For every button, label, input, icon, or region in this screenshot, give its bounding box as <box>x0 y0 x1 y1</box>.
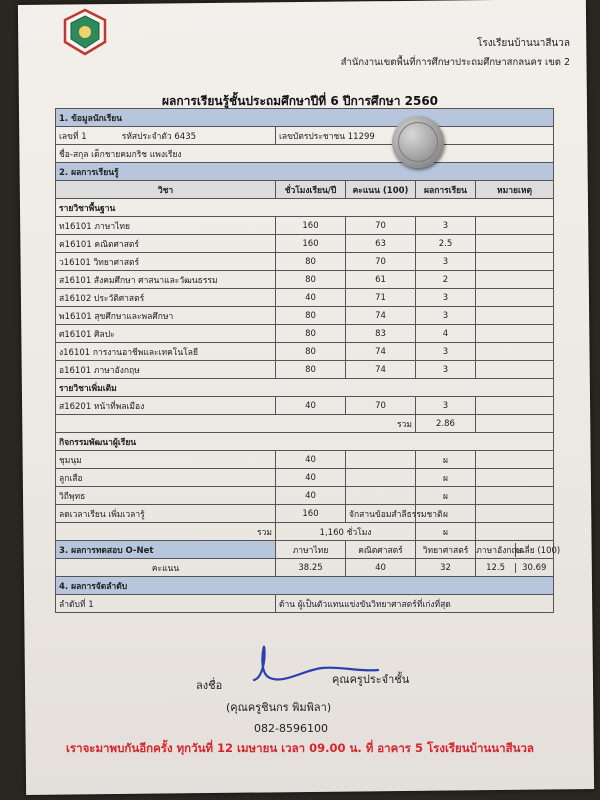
subject-row <box>56 235 554 253</box>
subject-remark <box>476 217 554 235</box>
onet-score-math: 40 <box>346 559 416 577</box>
subject-score: 74 <box>346 307 416 325</box>
subject-hours: 40 <box>276 289 346 307</box>
subject-grade: 2.5 <box>416 235 476 253</box>
subject-score: 74 <box>346 343 416 361</box>
report-table <box>55 108 561 613</box>
subject-grade: 3 <box>416 289 476 307</box>
activity-name: วิถีพุทธ <box>56 487 276 505</box>
subject-row <box>56 253 554 271</box>
results-total-row <box>56 415 554 433</box>
ranking-row <box>56 595 554 613</box>
activity-row <box>56 451 554 469</box>
activity-name: ลูกเสือ <box>56 469 276 487</box>
subject-score: 70 <box>346 217 416 235</box>
col-remark: หมายเหตุ <box>476 181 554 199</box>
teacher-role: คุณครูประจำชั้น <box>332 673 410 686</box>
subject-row <box>56 361 554 379</box>
onet-col-math: คณิตศาสตร์ <box>346 541 416 559</box>
subject-hours: 80 <box>276 271 346 289</box>
activity-remark <box>476 469 554 487</box>
subject-grade: 4 <box>416 325 476 343</box>
results-total-label: รวม <box>56 415 416 433</box>
col-score: คะแนน (100) <box>346 181 416 199</box>
subject-name: ค16101 คณิตศาสตร์ <box>56 235 276 253</box>
subject-hours: 80 <box>276 325 346 343</box>
gpa-value: 2.86 <box>416 415 476 433</box>
student-name: ชื่อ-สกุล เด็กชายคมกริช แพงเรียง <box>56 145 554 163</box>
sign-label: ลงชื่อ <box>196 679 223 692</box>
activity-hours: 40 <box>276 451 346 469</box>
activity-remark <box>476 505 554 523</box>
activity-note <box>346 487 416 505</box>
subject-grade: 3 <box>416 307 476 325</box>
activities-total-row <box>56 523 554 541</box>
subject-hours: 160 <box>276 235 346 253</box>
section-results: 2. ผลการเรียนรู้ <box>56 163 554 181</box>
subject-hours: 80 <box>276 307 346 325</box>
activity-hours: 160 <box>276 505 346 523</box>
onet-col-english: ภาษาอังกฤษ <box>476 543 516 557</box>
subject-name: ว16101 วิทยาศาสตร์ <box>56 253 276 271</box>
subject-name: อ16101 ภาษาอังกฤษ <box>56 361 276 379</box>
school-logo-icon <box>62 8 108 56</box>
education-office: สำนักงานเขตพื้นที่การศึกษาประถมศึกษาสกลนคร เขต 2 <box>340 57 570 68</box>
subject-score: 70 <box>346 253 416 271</box>
subject-hours: 160 <box>276 217 346 235</box>
subject-score: 61 <box>346 271 416 289</box>
subject-hours: 80 <box>276 361 346 379</box>
activities-total-result: ผ <box>416 523 476 541</box>
onet-col-average: เฉลี่ย (100) <box>515 545 561 556</box>
extra-subjects-label: รายวิชาเพิ่มเติม <box>56 379 554 397</box>
activity-note <box>346 469 416 487</box>
ranking-detail: ด้าน ผู้เป็นตัวแทนแข่งขันวิทยาศาสตร์ที่เก่งที่สุด <box>276 595 554 613</box>
activity-result: ผ <box>416 487 476 505</box>
col-grade: ผลการเรียน <box>416 181 476 199</box>
subject-grade: 3 <box>416 217 476 235</box>
basic-subjects-label: รายวิชาพื้นฐาน <box>56 199 554 217</box>
activities-total-hours: 1,160 ชั่วโมง <box>276 523 416 541</box>
section-onet: 3. ผลการทดสอบ O-Net <box>56 541 276 559</box>
onet-score-row <box>56 559 554 577</box>
onet-col-science: วิทยาศาสตร์ <box>416 541 476 559</box>
subject-remark <box>476 307 554 325</box>
col-subject: วิชา <box>56 181 276 199</box>
subject-remark <box>476 361 554 379</box>
teacher-name: (คุณครูชินกร พิมพิลา) <box>226 701 332 714</box>
coin-photo <box>392 116 444 168</box>
subject-hours: 40 <box>276 397 346 415</box>
subject-score: 71 <box>346 289 416 307</box>
school-name: โรงเรียนบ้านนาสีนวล <box>476 38 570 49</box>
subject-remark <box>476 397 554 415</box>
subject-row <box>56 397 554 415</box>
results-header-row <box>56 181 554 199</box>
activity-row <box>56 487 554 505</box>
activity-row <box>56 469 554 487</box>
subject-grade: 3 <box>416 253 476 271</box>
meeting-notice: เราจะมาพบกันอีกครั้ง ทุกวันที่ 12 เมษายน เวลา 09.00 น. ที่ อาคาร 5 โรงเรียนบ้านนาสีนวล <box>66 741 534 755</box>
activity-remark <box>476 487 554 505</box>
subject-remark <box>476 325 554 343</box>
onet-score-science: 32 <box>416 559 476 577</box>
subject-remark <box>476 289 554 307</box>
subject-name: ท16101 ภาษาไทย <box>56 217 276 235</box>
activity-name: ชุมนุม <box>56 451 276 469</box>
activity-result: ผ <box>416 469 476 487</box>
subject-score: 63 <box>346 235 416 253</box>
ranking-label: ลำดับที่ 1 <box>56 595 276 613</box>
onet-row-label: คะแนน <box>56 559 276 577</box>
onet-score-thai: 38.25 <box>276 559 346 577</box>
activity-hours: 40 <box>276 469 346 487</box>
subject-remark <box>476 271 554 289</box>
section-ranking: 4. ผลการจัดลำดับ <box>56 577 554 595</box>
subject-name: ส16101 สังคมศึกษา ศาสนาและวัฒนธรรม <box>56 271 276 289</box>
activity-note <box>346 451 416 469</box>
subject-row <box>56 343 554 361</box>
subject-remark <box>476 253 554 271</box>
subject-row <box>56 325 554 343</box>
teacher-phone: 082-8596100 <box>254 722 328 735</box>
student-id: รหัสประจำตัว 6435 <box>121 131 197 142</box>
student-number: เลขที่ 1 รหัสประจำตัว 6435 <box>56 127 276 145</box>
subject-row <box>56 289 554 307</box>
section-student-info: 1. ข้อมูลนักเรียน <box>56 109 554 127</box>
col-hours: ชั่วโมงเรียน/ปี <box>276 181 346 199</box>
subject-grade: 3 <box>416 361 476 379</box>
activity-hours: 40 <box>276 487 346 505</box>
subject-row <box>56 271 554 289</box>
subject-score: 74 <box>346 361 416 379</box>
subject-remark <box>476 235 554 253</box>
subject-hours: 80 <box>276 343 346 361</box>
subject-row <box>56 307 554 325</box>
subject-hours: 80 <box>276 253 346 271</box>
subject-grade: 2 <box>416 271 476 289</box>
onet-score-english: 12.5 <box>476 563 516 573</box>
activity-row <box>56 505 554 523</box>
subject-remark <box>476 343 554 361</box>
activity-result: ผ <box>416 451 476 469</box>
onet-header-row <box>56 541 554 559</box>
subject-name: ส16102 ประวัติศาสตร์ <box>56 289 276 307</box>
subject-score: 70 <box>346 397 416 415</box>
activity-name: ลดเวลาเรียน เพิ่มเวลารู้ <box>56 505 276 523</box>
subject-score: 83 <box>346 325 416 343</box>
activities-total-label: รวม <box>56 523 276 541</box>
subject-row <box>56 217 554 235</box>
activity-result: ผ <box>416 505 476 523</box>
subject-grade: 3 <box>416 397 476 415</box>
onet-col-thai: ภาษาไทย <box>276 541 346 559</box>
subject-name: ง16101 การงานอาชีพและเทคโนโลยี <box>56 343 276 361</box>
subject-name: ส16201 หน้าที่พลเมือง <box>56 397 276 415</box>
activity-note: จักสานข้อมสำลีธรรมชาติ <box>346 505 416 523</box>
subject-grade: 3 <box>416 343 476 361</box>
subject-name: ศ16101 ศิลปะ <box>56 325 276 343</box>
onet-score-average: 30.69 <box>522 562 547 573</box>
page-title: ผลการเรียนรู้ชั้นประถมศึกษาปีที่ 6 ปีการศึกษา 2560 <box>161 94 439 108</box>
citizen-id: เลขบัตรประชาชน 11299 <box>276 127 554 145</box>
activities-label: กิจกรรมพัฒนาผู้เรียน <box>56 433 554 451</box>
activity-remark <box>476 451 554 469</box>
subject-name: พ16101 สุขศึกษาและพลศึกษา <box>56 307 276 325</box>
